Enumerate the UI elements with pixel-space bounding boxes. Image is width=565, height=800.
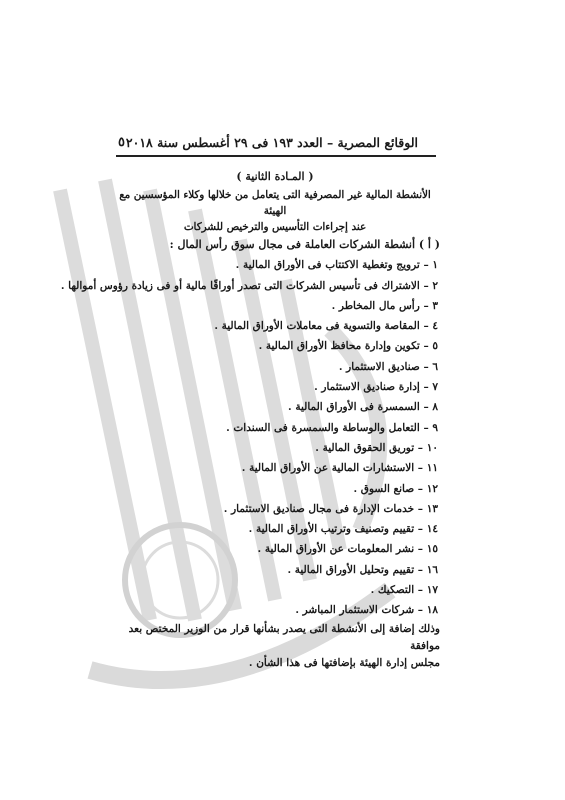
list-item: ٨ – السمسرة فى الأوراق المالية . [288,401,438,414]
page-number: ٥ [118,135,125,150]
header-title: الوقائع المصرية – العدد ١٩٣ فى ٢٩ أغسطس سنة ٢٠١٨ [125,135,418,150]
list-item: ١٦ – تقييم وتحليل الأوراق المالية . [287,563,438,576]
list-item: ١٤ – تقييم وتصنيف وترتيب الأوراق المالية . [248,523,438,536]
section-heading: ( أ ) أنشطة الشركات العاملة فى مجال سوق رأس المال : [169,238,440,251]
page-header [118,135,418,150]
header-divider [116,155,436,157]
list-item: ٤ – المقاصة والتسوية فى معاملات الأوراق المالية . [214,320,438,333]
article-body [60,165,440,672]
article-intro-line-2: عند إجراءات التأسيس والترخيص للشركات [183,221,367,233]
closing-paragraph [110,621,440,672]
list-item: ١٨ – شركات الاستثمار المباشر . [295,604,438,617]
list-item: ١٣ – خدمات الإدارة فى مجال صناديق الاستثمار . [223,502,438,515]
list-item: ٥ – تكوين وإدارة محافظ الأوراق المالية . [258,340,438,353]
list-item: ٣ – رأس مال المخاطر . [331,299,438,312]
list-item: ١٢ – صانع السوق . [353,482,438,495]
list-item: ٢ – الاشتراك فى تأسيس الشركات التى تصدر أوراقًا مالية أو فى زيادة رؤوس أموالها . [60,279,438,292]
list-item: ٧ – إدارة صناديق الاستثمار . [314,381,438,394]
list-item: ٩ – التعامل والوساطة والسمسرة فى السندات . [226,421,438,434]
activities-list [60,257,440,618]
list-item: ١٠ – توريق الحقوق المالية . [315,441,438,454]
closing-line-1: وذلك إضافة إلى الأنشطة التى يصدر بشأنها قرار من الوزير المختص بعد موافقة [128,623,440,653]
list-item: ١٥ – نشر المعلومات عن الأوراق المالية . [257,543,438,556]
article-title: ( المـادة الثانية ) [236,170,314,183]
article-intro-line-1: الأنشطة المالية غير المصرفية التى يتعامل من خلالها وكلاء المؤسسين مع الهيئة [119,189,431,217]
list-item: ٦ – صناديق الاستثمار . [338,360,438,373]
list-item: ١ – ترويج وتغطية الاكتتاب فى الأوراق المالية . [235,259,438,272]
closing-line-2: مجلس إدارة الهيئة بإضافتها فى هذا الشأن . [248,657,440,670]
list-item: ١١ – الاستشارات المالية عن الأوراق المالية . [241,462,438,475]
list-item: ١٧ – التصكيك . [370,584,438,597]
